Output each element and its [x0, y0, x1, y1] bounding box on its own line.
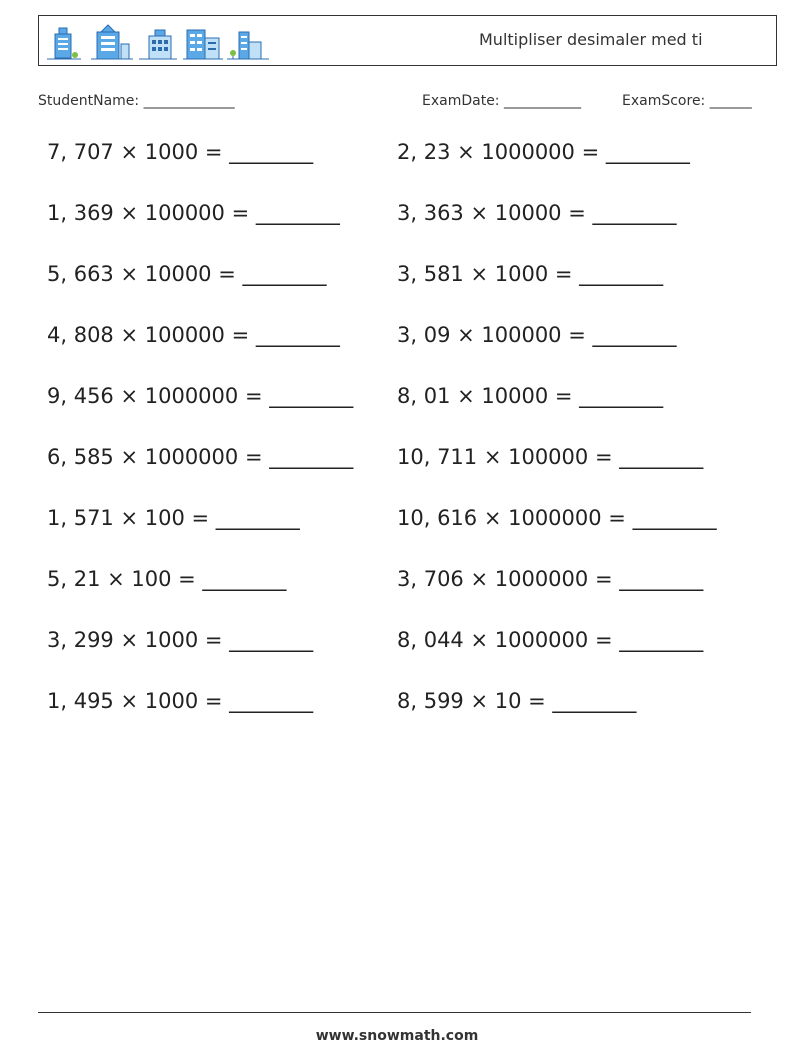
footer-divider — [38, 1012, 751, 1013]
problem-item: 4, 808 × 100000 = ________ — [47, 323, 340, 347]
problem-item: 10, 711 × 100000 = ________ — [397, 445, 704, 469]
problem-item: 8, 599 × 10 = ________ — [397, 689, 637, 713]
problem-item: 5, 663 × 10000 = ________ — [47, 262, 327, 286]
city-buildings-icon — [45, 22, 275, 62]
office-tower-icon — [91, 25, 133, 59]
problem-item: 7, 707 × 1000 = ________ — [47, 140, 314, 164]
problem-item: 3, 363 × 10000 = ________ — [397, 201, 677, 225]
office-building-icon — [183, 30, 223, 59]
building-icons — [45, 22, 275, 62]
problem-item: 3, 581 × 1000 = ________ — [397, 262, 664, 286]
problem-item: 1, 369 × 100000 = ________ — [47, 201, 340, 225]
exam-date-field: ExamDate: ___________ — [422, 93, 581, 109]
problem-item: 10, 616 × 1000000 = ________ — [397, 506, 717, 530]
worksheet-title: Multipliser desimaler med ti — [479, 30, 703, 49]
problem-item: 1, 571 × 100 = ________ — [47, 506, 300, 530]
problem-item: 3, 09 × 100000 = ________ — [397, 323, 677, 347]
building-icon — [47, 28, 81, 59]
problem-item: 8, 01 × 10000 = ________ — [397, 384, 664, 408]
problem-item: 5, 21 × 100 = ________ — [47, 567, 287, 591]
city-block-icon — [227, 32, 269, 59]
problem-item: 3, 706 × 1000000 = ________ — [397, 567, 704, 591]
footer-website: www.snowmath.com — [315, 1028, 479, 1044]
problem-item: 3, 299 × 1000 = ________ — [47, 628, 314, 652]
problem-item: 6, 585 × 1000000 = ________ — [47, 445, 354, 469]
exam-score-field: ExamScore: ______ — [622, 93, 752, 109]
problem-item: 9, 456 × 1000000 = ________ — [47, 384, 354, 408]
student-name-field: StudentName: _____________ — [38, 93, 235, 109]
problem-item: 2, 23 × 1000000 = ________ — [397, 140, 690, 164]
worksheet-header — [38, 15, 777, 66]
apartment-icon — [139, 30, 177, 59]
problem-item: 1, 495 × 1000 = ________ — [47, 689, 314, 713]
problem-item: 8, 044 × 1000000 = ________ — [397, 628, 704, 652]
